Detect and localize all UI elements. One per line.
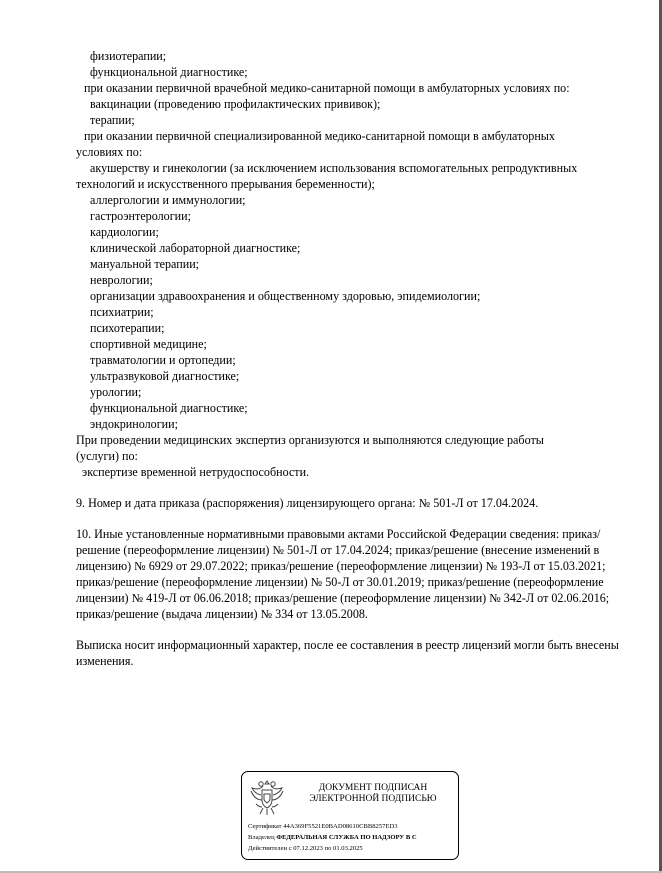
validity-line: Действителен с 07.12.2023 по 01.03.2025 — [248, 845, 363, 852]
stamp-title-line2: ЭЛЕКТРОННОЙ ПОДПИСЬЮ — [309, 794, 437, 804]
list-item: клинической лабораторной диагностике; — [90, 241, 301, 255]
certificate-value: 44A369F5521E0BAD08610CBB8257ED3 — [283, 823, 398, 830]
list-item: кардиологии; — [90, 225, 159, 239]
list-item: травматологии и ортопедии; — [90, 353, 236, 367]
list-item: аллергологии и иммунологии; — [90, 193, 246, 207]
list-item-cont: технологий и искусственного прерывания беременности); — [76, 177, 375, 191]
owner-line — [248, 834, 417, 842]
list-item: психотерапии; — [90, 321, 165, 335]
section-9: 9. Номер и дата приказа (распоряжения) лицензирующего органа: № 501-Л от 17.04.2024. — [76, 496, 539, 510]
document-body — [76, 48, 636, 669]
list-item: физиотерапии; — [90, 49, 167, 63]
list-item: неврологии; — [90, 273, 153, 287]
list-item: вакцинации (проведению профилактических прививок); — [90, 97, 381, 111]
list-item: ультразвуковой диагностике; — [90, 369, 240, 383]
list-item: психиатрии; — [90, 305, 154, 319]
list-item: функциональной диагностике; — [90, 65, 248, 79]
list-item: акушерству и гинекологии (за исключением использования вспомогательных репродуктивных — [90, 161, 578, 175]
expertise-heading-cont: (услуги) по: — [76, 449, 138, 463]
list-item: эндокринологии; — [90, 417, 178, 431]
list-item: организации здравоохранения и общественному здоровью, эпидемиологии; — [90, 289, 481, 303]
list-item: урологии; — [90, 385, 142, 399]
expertise-heading: При проведении медицинских экспертиз организуются и выполняются следующие работы — [76, 433, 544, 447]
disclaimer-note: Выписка носит информационный характер, после ее составления в реестр лицензий могли быть внесены изменения. — [76, 638, 619, 668]
list-item: мануальной терапии; — [90, 257, 200, 271]
certificate-line — [248, 823, 398, 831]
subsection-heading: при оказании первичной специализированной медико-санитарной помощи в амбулаторных — [84, 129, 555, 143]
electronic-signature-stamp — [241, 771, 459, 860]
list-item: функциональной диагностике; — [90, 401, 248, 415]
stamp-title-line1: ДОКУМЕНТ ПОДПИСАН — [318, 783, 428, 793]
list-item: гастроэнтерологии; — [90, 209, 191, 223]
double-headed-eagle-icon — [248, 778, 286, 818]
owner-label: Владелец — [248, 834, 275, 841]
list-item: терапии; — [90, 113, 135, 127]
list-item: спортивной медицине; — [90, 337, 207, 351]
list-item: экспертизе временной нетрудоспособности. — [82, 465, 310, 479]
subsection-heading-cont: условиях по: — [76, 145, 143, 159]
section-10: 10. Иные установленные нормативными правовыми актами Российской Федерации сведения: приказ/решение (переоформление лицензии) № 501-Л от 17.04.2024; приказ/решение (внесение изменений в лицензию) № 6929 от 29.07.2022; приказ/решение (переоформление лицензии) № 193-Л от 15.03.2021; приказ/решение (переоформление лицензии) № 50-Л от 30.01.2019; приказ/решение (переоформление лицензии) № 419-Л от 06.06.2018; приказ/решение (переоформление лицензии) № 342-Л от 02.06.2016; приказ/решение (выдача лицензии) № 334 от 13.05.2008. — [76, 527, 610, 621]
stamp-title — [292, 783, 454, 805]
subsection-heading: при оказании первичной врачебной медико-санитарной помощи в амбулаторных условиях по: — [84, 81, 570, 95]
certificate-label: Сертификат — [248, 823, 282, 830]
owner-value: ФЕДЕРАЛЬНАЯ СЛУЖБА ПО НАДЗОРУ В С — [276, 834, 417, 841]
